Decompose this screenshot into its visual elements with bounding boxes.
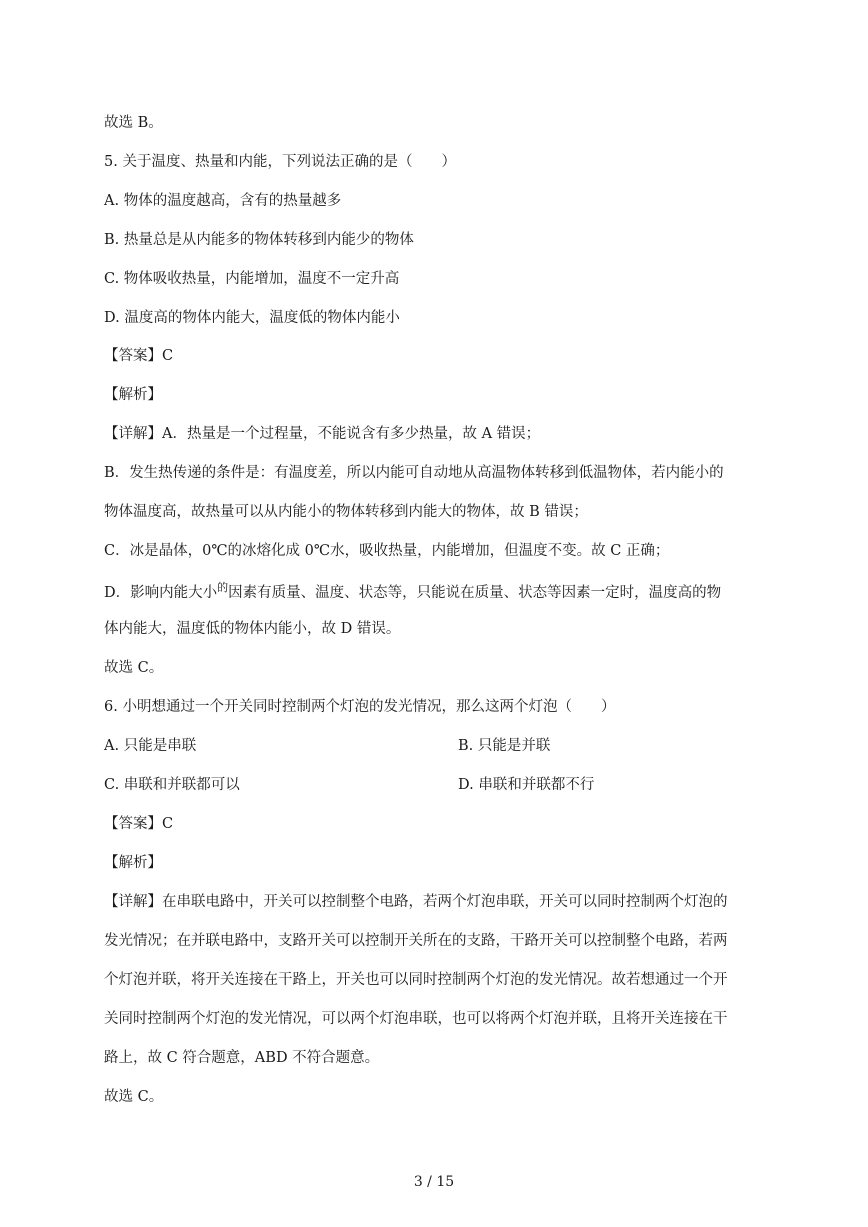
analysis-heading: 【解析】 <box>104 387 162 403</box>
explanation-line: 【详解】在串联电路中，开关可以控制整个电路，若两个灯泡串联，开关可以同时控制两个灯泡的 <box>104 894 728 910</box>
explanation-line: B．发生热传递的条件是：有温度差，所以内能可自动地从高温物体转移到低温物体，若内能小的 <box>104 465 724 481</box>
explanation-line: 【详解】A．热量是一个过程量，不能说含有多少热量，故 A 错误； <box>104 426 541 442</box>
question-6-stem: 6. 小明想通过一个开关同时控制两个灯泡的发光情况，那么这两个灯泡（ ） <box>104 699 616 715</box>
page-number: 3 / 15 <box>413 1174 455 1190</box>
explanation-line: 发光情况；在并联电路中，支路开关可以控制开关所在的支路，干路开关可以控制整个电路，若两 <box>104 933 728 949</box>
option-line: B. 热量总是从内能多的物体转移到内能少的物体 <box>104 232 414 248</box>
answer-line: 【答案】C <box>104 348 174 364</box>
text-segment: 因素有质量、温度、状态等，只能说在质量、状态等因素一定时，温度高的物 <box>228 585 722 601</box>
option-line: A. 物体的温度越高，含有的热量越多 <box>104 193 342 209</box>
option-line: D. 温度高的物体内能大，温度低的物体内能小 <box>104 310 400 326</box>
explanation-line: 物体温度高，故热量可以从内能小的物体转移到内能大的物体，故 B 错误； <box>104 504 588 520</box>
question-5-stem: 5. 关于温度、热量和内能，下列说法正确的是（ ） <box>104 154 456 170</box>
explanation-line: C．冰是晶体，0℃的冰熔化成 0℃水，吸收热量，内能增加，但温度不变。故 C 正确； <box>104 543 670 559</box>
text-segment: D．影响内能大小 <box>104 585 218 601</box>
option-d: D. 串联和并联都不行 <box>458 777 595 793</box>
option-row <box>104 736 196 756</box>
text-line: 故选 C。 <box>104 660 164 676</box>
superscript-char: 的 <box>217 581 229 594</box>
answer-line: 【答案】C <box>104 816 174 832</box>
explanation-line: 体内能大，温度低的物体内能小，故 D 错误。 <box>104 621 401 637</box>
text-line: 故选 C。 <box>104 1089 164 1105</box>
explanation-line: 个灯泡并联，将开关连接在干路上，开关也可以同时控制两个灯泡的发光情况。故若想通过一个开 <box>104 972 728 988</box>
option-b: B. 只能是并联 <box>458 738 551 754</box>
option-line: C. 物体吸收热量，内能增加，温度不一定升高 <box>104 271 400 287</box>
explanation-line <box>104 583 721 604</box>
explanation-line: 关同时控制两个灯泡的发光情况，可以两个灯泡串联，也可以将两个灯泡并联，且将开关连接在干 <box>104 1011 728 1027</box>
option-a: A. 只能是串联 <box>104 738 197 754</box>
option-c: C. 串联和并联都可以 <box>104 777 240 793</box>
explanation-line: 路上，故 C 符合题意，ABD 不符合题意。 <box>104 1050 380 1066</box>
analysis-heading: 【解析】 <box>104 855 162 871</box>
text-line: 故选 B。 <box>104 115 163 131</box>
option-row <box>104 775 240 795</box>
